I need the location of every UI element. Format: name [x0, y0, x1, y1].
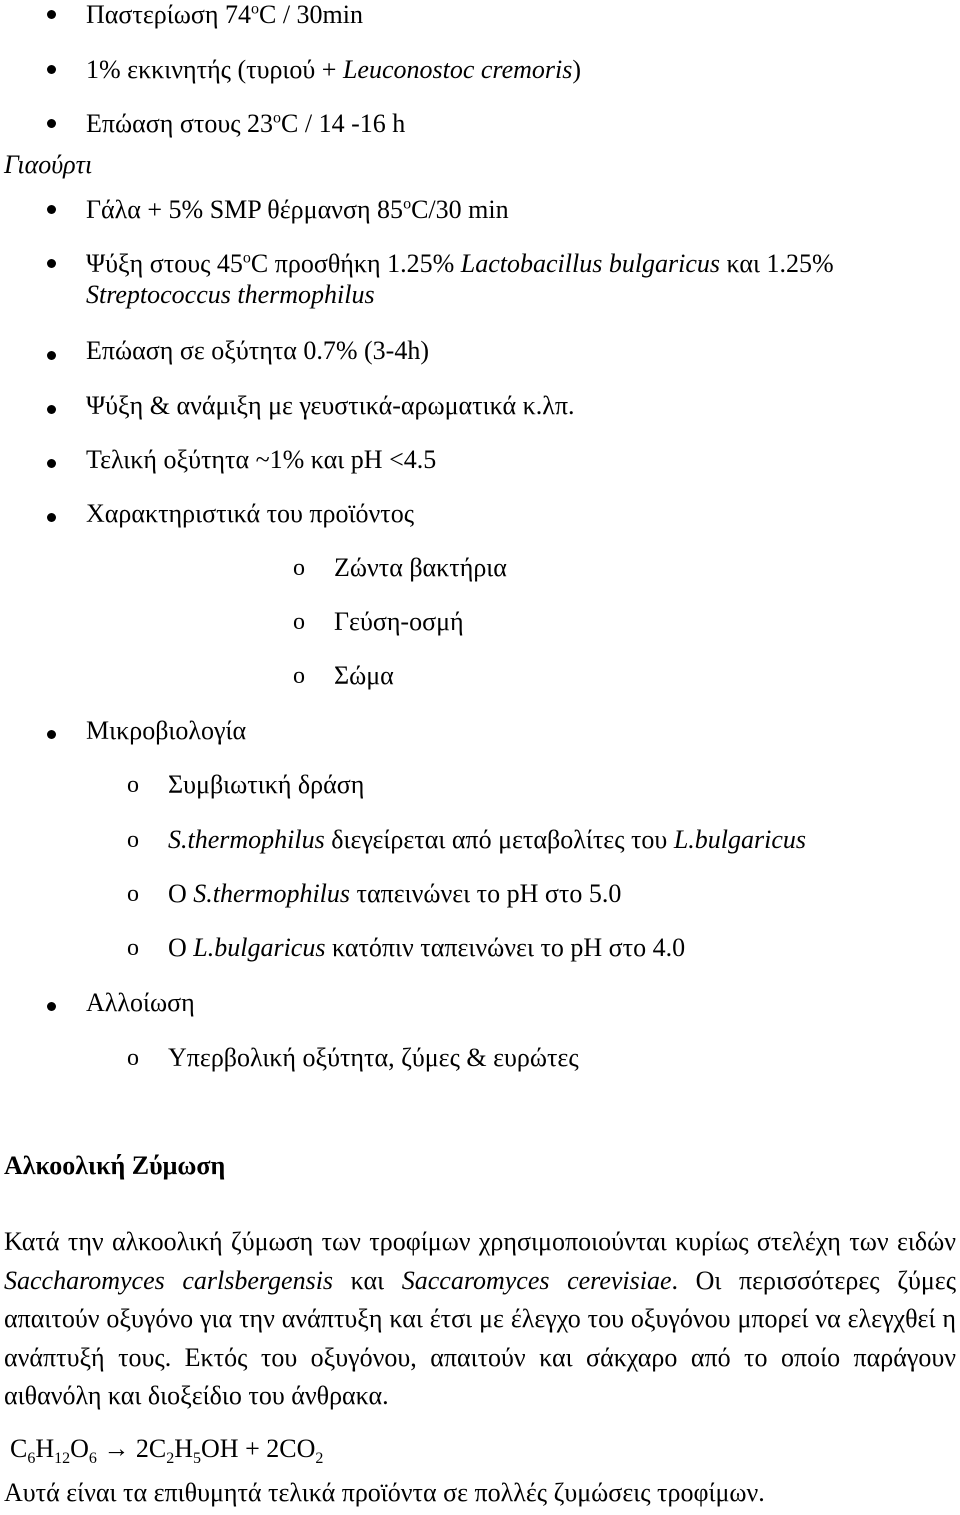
characteristic-item: Ζώντα βακτήρια	[334, 553, 507, 582]
spoilage-item: Υπερβολική οξύτητα, ζύμες & ευρώτες	[168, 1043, 579, 1072]
yogurt-step-acidity: Τελική οξύτητα ~1% και pH <4.5	[86, 445, 437, 474]
microbiology-item: Συμβιωτική δράση	[168, 770, 365, 799]
bullet-icon	[47, 513, 56, 522]
section-heading: Αλκοολική Ζύμωση	[4, 1151, 226, 1180]
closing-sentence: Αυτά είναι τα επιθυμητά τελικά προϊόντα σε πολλές ζυμώσεις τροφίμων.	[4, 1478, 765, 1507]
cheese-step-starter: 1% εκκινητής (τυριού + Leuconostoc cremoris)	[86, 55, 582, 84]
microbiology-item: Ο S.thermophilus ταπεινώνει το pH στο 5.0	[168, 879, 622, 908]
characteristic-item: Γεύση-οσμή	[334, 607, 464, 636]
bullet-icon	[47, 1002, 56, 1011]
yogurt-title: Γιαούρτι	[4, 150, 93, 179]
sub-bullet-icon: o	[127, 1045, 139, 1071]
sub-bullet-icon: o	[293, 609, 305, 635]
sub-bullet-icon: o	[127, 881, 139, 907]
bullet-icon	[47, 351, 56, 360]
microbiology-label: Μικροβιολογία	[86, 716, 247, 745]
bullet-icon	[47, 10, 56, 19]
bullet-icon	[47, 119, 56, 128]
spoilage-label: Αλλοίωση	[86, 988, 195, 1017]
yogurt-step-incubation: Επώαση σε οξύτητα 0.7% (3-4h)	[86, 336, 430, 365]
bullet-icon	[47, 65, 56, 74]
sub-bullet-icon: o	[293, 663, 305, 689]
yogurt-step-characteristics: Χαρακτηριστικά του προϊόντος	[86, 499, 414, 528]
arrow-icon: →	[96, 1434, 136, 1463]
sub-bullet-icon: o	[127, 935, 139, 961]
sub-bullet-icon: o	[127, 827, 139, 853]
bullet-icon	[47, 205, 56, 214]
alcohol-paragraph: Κατά την αλκοολική ζύμωση των τροφίμων χρησιμοποιούνται κυρίως στελέχη των ειδών Saccharomyces carlsbergensis και Saccaromyces cerevisiae. Οι περισσότερες ζύμες απαιτούν οξυγόνο για την ανάπτυξη και έτσι με έλεγχο του οξυγόνου μπορεί να ελεγχθεί η ανάπτυξή τους. Εκτός του οξυγόνου, απαιτούν και σάκχαρο από το οποίο παράγουν αιθανόλη και διοξείδιο του άνθρακα.	[4, 1227, 956, 1410]
bullet-icon	[47, 405, 56, 414]
bullet-icon	[47, 730, 56, 739]
bullet-icon	[47, 459, 56, 468]
characteristic-item: Σώμα	[334, 661, 394, 690]
yogurt-step-milk: Γάλα + 5% SMP θέρμανση $85^oC/30$ min	[86, 195, 509, 224]
microbiology-item: S.thermophilus διεγείρεται από μεταβολίτες του L.bulgaricus	[168, 825, 806, 854]
cheese-step-incubation: Επώαση στους $23^oC / 14$ -16 h	[86, 109, 406, 138]
yogurt-step-cooling: Ψύξη στους $45^oC$ προσθήκη 1.25% Lactobacillus bulgaricus και 1.25%	[86, 249, 834, 278]
cheese-step-pasteurization: Παστερίωση $74^oC / 30\min$	[86, 0, 363, 29]
bullet-icon	[47, 259, 56, 268]
sub-bullet-icon: o	[293, 555, 305, 581]
yogurt-step-mixing: Ψύξη & ανάμιξη με γευστικά-αρωματικά κ.λπ.	[86, 391, 575, 420]
microbiology-item: Ο L.bulgaricus κατόπιν ταπεινώνει το pH στο 4.0	[168, 933, 686, 962]
yogurt-step-cooling-cont: Streptococcus thermophilus	[86, 280, 375, 309]
sub-bullet-icon: o	[127, 772, 139, 798]
fermentation-equation: $C_6H_{12}O_6 \to 2C_2H_5OH + 2CO_2$	[10, 1434, 324, 1468]
